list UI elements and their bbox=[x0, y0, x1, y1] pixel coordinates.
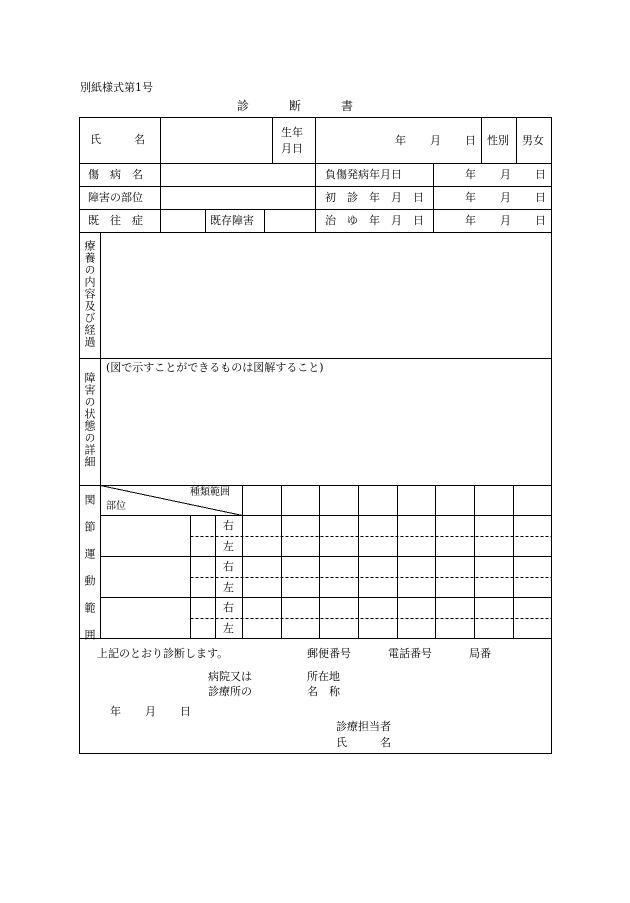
injury-name-field[interactable] bbox=[161, 164, 315, 186]
diagnosis-statement: 上記のとおり診断します。 bbox=[97, 647, 229, 660]
right-label: 右 bbox=[223, 519, 234, 532]
part-header: 部位 bbox=[106, 501, 126, 512]
birthdate-label-line1: 生年 bbox=[281, 126, 303, 139]
first-visit-year-unit: 年 bbox=[465, 191, 476, 204]
address-label: 所在地 bbox=[307, 670, 340, 683]
birth-year-unit: 年 bbox=[395, 134, 406, 147]
treatment-section-label: 療養の内容及び経過 bbox=[83, 240, 96, 348]
diagram-note: (図で示すことができるものは図解すること) bbox=[106, 361, 324, 374]
birthdate-label-line2: 月日 bbox=[281, 142, 303, 155]
disability-site-field[interactable] bbox=[161, 187, 315, 209]
name-label: 氏 名 bbox=[90, 133, 145, 146]
onset-day-unit: 日 bbox=[535, 168, 546, 181]
diagnosis-month-unit: 月 bbox=[145, 705, 156, 718]
diagnosis-day-unit: 日 bbox=[180, 705, 191, 718]
diagnosis-year-unit: 年 bbox=[110, 705, 121, 718]
cure-date-label: 治 ゆ 年 月 日 bbox=[325, 214, 424, 227]
hospital-label-line2: 診療所の bbox=[208, 685, 252, 698]
exchange-label: 局番 bbox=[469, 647, 491, 660]
phone-label: 電話番号 bbox=[388, 647, 432, 660]
doctor-label: 診療担当者 bbox=[336, 720, 391, 733]
type-range-header: 種類範囲 bbox=[190, 487, 230, 498]
birth-day-unit: 日 bbox=[465, 134, 476, 147]
first-visit-label: 初 診 年 月 日 bbox=[325, 191, 424, 204]
cure-month-unit: 月 bbox=[500, 214, 511, 227]
first-visit-day-unit: 日 bbox=[535, 191, 546, 204]
hospital-label-line1: 病院又は bbox=[208, 670, 252, 683]
form-number: 別紙様式第1号 bbox=[80, 81, 153, 94]
left-label: 左 bbox=[223, 581, 234, 594]
cure-year-unit: 年 bbox=[465, 214, 476, 227]
onset-year-unit: 年 bbox=[465, 168, 476, 181]
sex-label: 性別 bbox=[487, 134, 509, 147]
cure-day-unit: 日 bbox=[535, 214, 546, 227]
past-history-field[interactable] bbox=[161, 210, 205, 232]
name-field[interactable] bbox=[161, 118, 272, 163]
treatment-details-area[interactable] bbox=[101, 233, 551, 358]
right-label: 右 bbox=[223, 601, 234, 614]
disability-details-area[interactable] bbox=[101, 376, 551, 485]
left-label: 左 bbox=[223, 622, 234, 635]
postal-code-label: 郵便番号 bbox=[307, 647, 351, 660]
onset-month-unit: 月 bbox=[500, 168, 511, 181]
first-visit-month-unit: 月 bbox=[500, 191, 511, 204]
birth-month-unit: 月 bbox=[430, 134, 441, 147]
joint-range-label: 関節運動範囲 bbox=[83, 494, 96, 656]
disability-site-label: 障害の部位 bbox=[88, 191, 143, 204]
existing-disability-field[interactable] bbox=[265, 210, 315, 232]
sex-value[interactable]: 男女 bbox=[522, 134, 544, 147]
left-label: 左 bbox=[223, 540, 234, 553]
past-history-label: 既 往 症 bbox=[88, 214, 143, 227]
facility-name-label: 名 称 bbox=[307, 685, 340, 698]
disability-detail-label: 障害の状態の詳細 bbox=[83, 372, 96, 468]
onset-date-label: 負傷発病年月日 bbox=[325, 168, 402, 181]
right-label: 右 bbox=[223, 560, 234, 573]
doctor-name-label: 氏 名 bbox=[336, 736, 391, 749]
document-title: 診 断 書 bbox=[237, 99, 355, 113]
injury-name-label: 傷 病 名 bbox=[88, 168, 143, 181]
existing-disability-label: 既存障害 bbox=[210, 214, 254, 227]
